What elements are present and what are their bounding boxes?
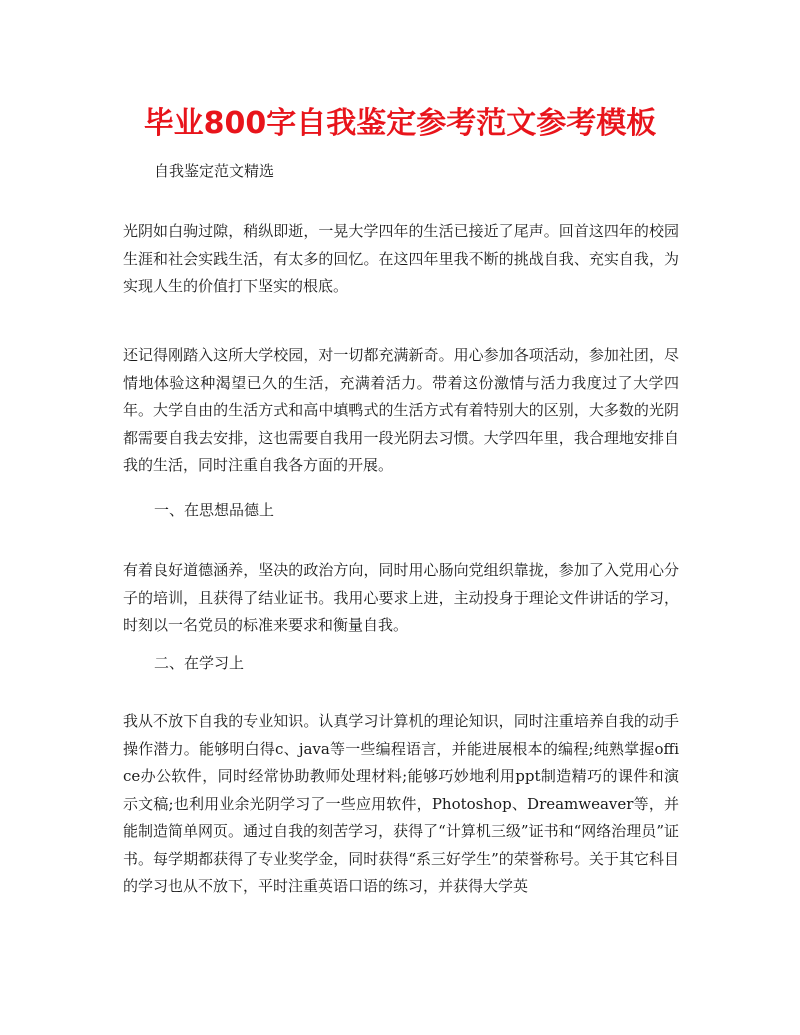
- paragraph-moral: 有着良好道德涵养，坚决的政治方向，同时用心肠向党组织靠拢，参加了入党用心分子的培训，且获得了结业证书。我用心要求上进，主动投身于理论文件讲话的学习，时刻以一名党员的标准来要求和衡量自我。: [123, 561, 679, 634]
- paragraph-study: 我从不放下自我的专业知识。认真学习计算机的理论知识，同时注重培养自我的动手操作潜力。能够明白得c、java等一些编程语言，并能进展根本的编程;纯熟掌握office办公软件，同时经常协助教师处理材料;能够巧妙地利用ppt制造精巧的课件和演示文稿;也利用业余光阴学习了一些应用软件，Photoshop、Dreamweaver等，并能制造简单网页。通过自我的刻苦学习，获得了“计算机三级”证书和“网络治理员”证书。每学期都获得了专业奖学金，同时获得“系三好学生”的荣誉称号。关于其它科目的学习也从不放下，平时注重英语口语的练习，并获得大学英: [123, 712, 679, 895]
- document-subtitle: 自我鉴定范文精选: [154, 162, 275, 180]
- section-heading-moral: 一、在思想品德上: [154, 501, 275, 519]
- paragraph-campus-life: 还记得刚踏入这所大学校园，对一切都充满新奇。用心参加各项活动，参加社团，尽情地体验这种渴望已久的生活，充满着活力。带着这份激情与活力我度过了大学四年。大学自由的生活方式和高中填鸭式的生活方式有着特别大的区别，大多数的光阴都需要自我去安排，这也需要自我用一段光阴去习惯。大学四年里，我合理地安排自我的生活，同时注重自我各方面的开展。: [123, 346, 679, 474]
- paragraph-intro: 光阴如白驹过隙，稍纵即逝，一晃大学四年的生活已接近了尾声。回首这四年的校园生涯和社会实践生活，有太多的回忆。在这四年里我不断的挑战自我、充实自我，为实现人生的价值打下坚实的根底。: [123, 222, 679, 295]
- section-heading-study: 二、在学习上: [154, 654, 245, 672]
- document-title: 毕业800字自我鉴定参考范文参考模板: [143, 106, 657, 141]
